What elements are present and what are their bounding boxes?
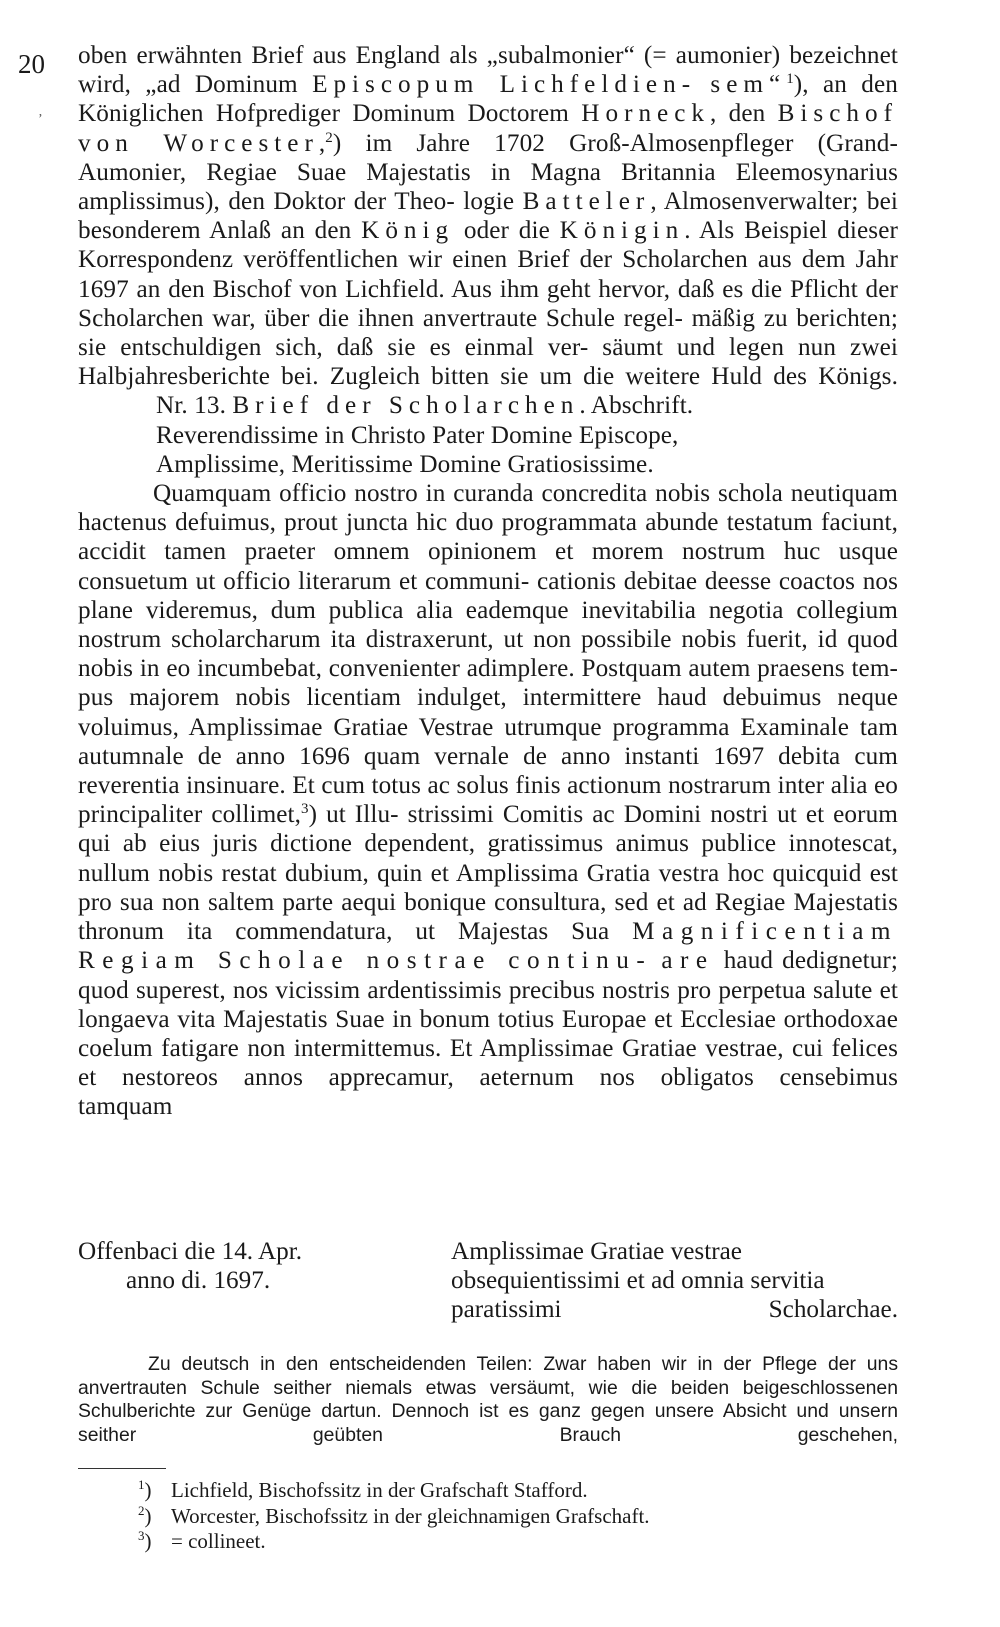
footnote-text: Lichfield, Bischofssitz in der Grafschaft Stafford. [171,1478,588,1502]
text-line: precibus nostris pro perpetua salute et longaeva vita Majestatis Suae [78,976,898,1033]
text-line: est pro sua non saltem parte aequi bonique consultura, sed et ad [78,859,898,916]
page-number: 20 [18,49,45,79]
spaced-name: sem“ [710,71,787,99]
text-line: in bonum totius Europae et Ecclesiae orthodoxae coelum fatigare [78,1005,898,1062]
closing-line: obsequientissimi et ad omnia servitia [451,1267,825,1295]
text-line: Zu deutsch in den entscheidenden Teilen: Zwar haben wir in der [148,1353,752,1375]
closing-signature-line [451,1295,898,1324]
text-line: non intermittemus. Et Amplissimae Gratiae vestrae, cui felices et [78,1034,898,1092]
footnote-mark: 2 [138,1502,145,1518]
text-line: sie um die weitere Huld des Königs. [500,363,898,391]
text-line: haud dedignetur; quod superest, nos vicissim ardentissimis [78,947,898,1004]
text-line: oder die [463,217,550,245]
spaced-name: Bischof von Worcester [78,100,898,157]
text-line: die beiden beigeschlossenen Schulberichte zur Genüge dartun. Dennoch ist [78,1376,898,1422]
footnote: $^2$) Worcester, Bischofssitz in der gleichnamigen Grafschaft. [138,1502,650,1528]
text-line: , [318,129,326,157]
letter-number: Nr. 13. [156,392,226,420]
text-line: neutiquam hactenus defuimus, prout juncta hic duo programmata [78,480,898,537]
text-line: ), an den Königlichen Hofprediger Dominum Doctorem [78,71,898,128]
text-line: logie [463,188,515,216]
spaced-name: Episcopum Lichfeldien- [312,71,697,99]
text-line: cationis debitae deesse coactos nos plane videremus, dum publica [78,567,898,624]
text-line: an den Bischof von Lichfield. Aus ihm geht hervor, daß es die [136,275,783,303]
text-line: Examinale tam autumnale de anno 1696 quam vernale de anno instanti [78,713,898,770]
closing-line: Amplissimae Gratiae vestrae [451,1238,742,1265]
footnote-mark: 3 [138,1528,145,1543]
main-text [78,41,898,1122]
letter-heading [78,391,898,420]
spaced-name: Königin [559,217,685,245]
closing-year: anno di. 1697. [126,1267,271,1295]
text-line: actionum nostrarum inter alia eo principaliter collimet, [78,772,898,829]
footnote: $^1$) Lichfield, Bischofssitz in der Grafschaft Stafford. [138,1477,588,1502]
text-line: incumbebat, convenienter adimplere. Postquam autem praesens tem- [197,655,898,683]
text-line: 1697 debita cum reverentia insinuare. Et cum totus ac solus finis [78,742,898,800]
text-line: morem nostrum huc usque consuetum ut officio literarum et communi- [78,538,898,595]
text-line: Groß-Almosenpfleger (Grand-Aumonier, Regiae Suae Majestatis in [78,129,898,186]
footnote-text: Worcester, Bischofssitz in der gleichnamigen Grafschaft. [171,1503,650,1528]
stray-print-mark: ’ [38,112,43,127]
footnotes [138,1478,898,1555]
translation-paragraph [78,1353,898,1447]
text-line: pus majorem nobis licentiam indulget, intermittere haud debuimus [78,684,822,712]
text-line: Magna Britannia Eleemosynarius amplissimus), den Doktor der Theo- [78,158,898,216]
text-line: , den [710,100,766,128]
footnote: $^3$) = collineet. [138,1528,266,1553]
text-line: oben erwähnten Brief aus England als „subalmonier“ (= aumonier) [78,42,781,69]
text-line: Quamquam officio nostro in curanda concredita nobis schola [153,480,783,508]
spaced-name: König [361,217,455,245]
footnote-ref: 3 [301,801,309,818]
text-line: ) im Jahre 1702 [332,129,545,157]
intro-paragraph [78,41,898,391]
text-line: alia eademque inevitabilia negotia collegium nostrum scholarcharum [78,596,898,654]
text-line: ) ut Illu- [308,801,399,829]
text-line: Regiae Majestatis thronum ita commendatura, ut Majestas Sua [78,888,898,946]
text-line: tamquam [78,1093,173,1121]
closing-line: paratissimi [451,1296,562,1324]
spaced-name: Horneck [581,100,710,128]
footnote-divider [78,1468,166,1469]
text-line: , Almosenverwalter; bei besonderem Anlaß an den [78,188,898,245]
text-line: mäßig zu berichten; sie entschuldigen sich, daß sie es einmal ver- [78,304,898,362]
letter-body [78,479,898,1092]
text-line: es ganz gegen unsere Absicht und unsern seither geübten Brauch geschehen, [78,1400,899,1446]
spaced-phrase: Magnificentiam Regiam Scholae nostrae continu- [78,918,898,975]
salutation: Reverendissime in Christo Pater Domine Episcope, [156,421,679,449]
closing-place-date: Offenbaci die 14. Apr. [78,1238,303,1265]
text-line: nobis restat dubium, quin et Amplissima Gratia vestra hoc quicquid [158,859,862,887]
footnote-mark: 1 [138,1477,145,1492]
text-line: nestoreos annos apprecamur, aeternum nos obligatos censebimus [122,1064,899,1092]
text-line: säumt und legen nun zwei Halbjahresberichte bei. Zugleich bitten [78,334,898,391]
text-line: neque voluimus, Amplissimae Gratiae Vestrae utrumque programma [78,684,898,741]
text-line: bezeichnet wird, „ad Dominum [78,42,898,99]
spaced-phrase: are [661,947,715,975]
text-line: Pflege der uns anvertrauten Schule seither niemals etwas versäumt, wie [78,1353,899,1399]
text-line: Pflicht der Scholarchen war, über die ihnen anvertraute Schule regel- [78,275,898,332]
text-line: strissimi Comitis ac Domini nostri ut et eorum qui ab eius juris [78,801,898,858]
text-line: . Als Beispiel dieser Korrespondenz [78,217,898,274]
text-line: dictione dependent, gratissimus animus publice innotescat, nullum [78,830,899,887]
closing-signatory: Scholarchae. [768,1296,898,1324]
letter-title-tail: . Abschrift. [579,392,694,420]
text-line: ita distraxerunt, ut non possibile nobis fuerit, id quod nobis in eo [78,626,898,683]
footnote-ref: 1 [786,71,794,88]
footnote-ref: 2 [325,129,333,146]
text-line: veröffentlichen wir einen Brief der Scholarchen aus dem Jahr 1697 [78,246,898,303]
salutation: Amplissime, Meritissime Domine Gratiosissime. [156,450,654,478]
letter-closing [78,1237,898,1325]
text-line: abunde testatum faciunt, accidit tamen praeter omnem opinionem et [78,509,899,566]
footnote-text: = collineet. [171,1529,266,1553]
spaced-name: Batteler [522,188,651,216]
letter-title: Brief der Scholarchen [232,392,580,420]
